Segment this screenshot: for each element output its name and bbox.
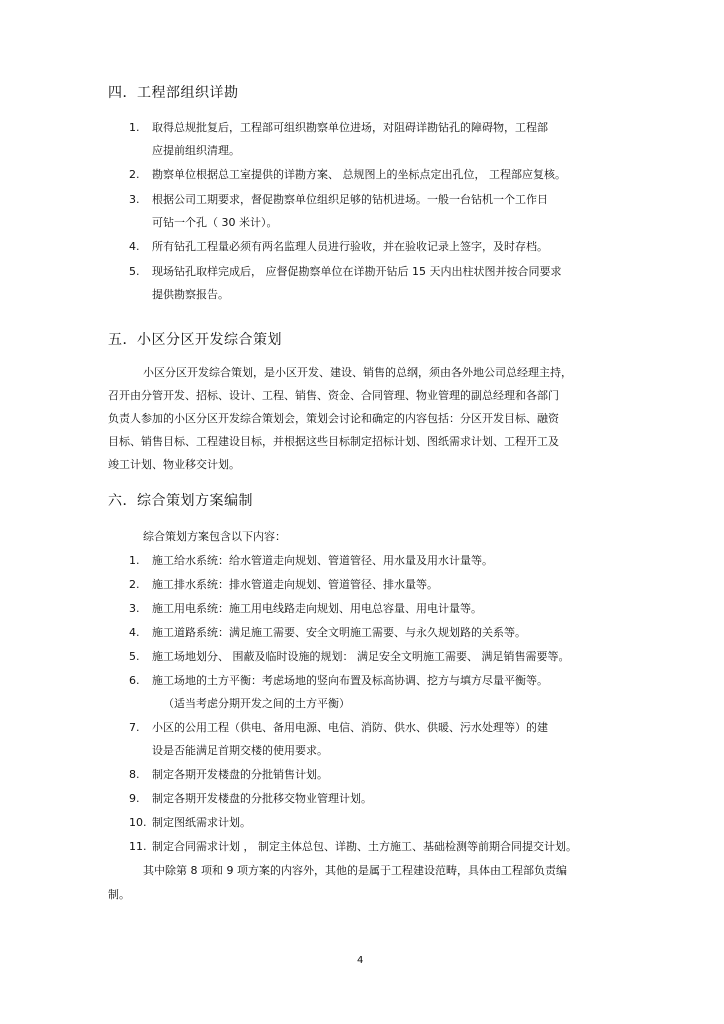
item-text-cont: 设是否能满足首期交楼的使用要求。 [152,744,328,757]
section-intro: 综合策划方案包含以下内容： [143,530,286,543]
item-number: 5. [129,650,140,663]
paragraph-line: 竣工计划、物业移交计划。 [108,458,240,471]
item-number: 3. [129,193,140,206]
item-text: 取得总规批复后，工程部可组织勘察单位进场，对阻碍详勘钻孔的障碍物，工程部 [152,121,548,134]
item-text: 施工场地的土方平衡：考虑场地的竖向布置及标高协调、挖方与填方尽量平衡等。 [152,674,548,687]
item-text: 施工给水系统：给水管道走向规划、管道管径、用水量及用水计量等。 [152,554,493,567]
paragraph-line: 小区分区开发综合策划，是小区开发、建设、销售的总纲，须由各外地公司总经理主持， [143,366,572,379]
item-number: 1. [129,554,140,567]
item-text: 施工道路系统：满足施工需要、安全文明施工需要、与永久规划路的关系等。 [152,626,526,639]
item-text: 根据公司工期要求，督促勘察单位组织足够的钻机进场。一般一台钻机一个工作日 [152,193,548,206]
item-number: 7. [129,721,140,734]
item-number: 4. [129,626,140,639]
item-text: 施工场地划分、 围蔽及临时设施的规划： 满足安全文明施工需要、 满足销售需要等。 [152,650,570,663]
item-text: 制定合同需求计划 ， 制定主体总包、详勘、土方施工、基础检测等前期合同提交计划。 [152,840,577,853]
section-heading-5: 五．小区分区开发综合策划 [108,332,282,348]
section-heading-4: 四．工程部组织详勘 [108,85,239,101]
item-text: 施工用电系统：施工用电线路走向规划、用电总容量、用电计量等。 [152,602,482,615]
item-text-cont: 应提前组织清理。 [152,144,240,157]
closing-line: 其中除第 8 项和 9 项方案的内容外，其他的是属于工程建设范畴，具体由工程部负责编 [143,864,567,877]
item-number: 5. [129,265,140,278]
item-number: 1. [129,121,140,134]
item-text: 现场钻孔取样完成后， 应督促勘察单位在详勘开钻后 15 天内出柱状图并按合同要求 [152,265,562,278]
item-number: 6. [129,674,140,687]
item-number: 8. [129,768,140,781]
item-text: 所有钻孔工程量必须有两名监理人员进行验收，并在验收记录上签字，及时存档。 [152,240,548,253]
item-text: 施工排水系统：排水管道走向规划、管道管径、排水量等。 [152,578,438,591]
item-text: 小区的公用工程（供电、备用电源、电信、消防、供水、供暖、污水处理等）的建 [152,721,548,734]
item-number: 4. [129,240,140,253]
item-text: 勘察单位根据总工室提供的详勘方案、 总规图上的坐标点定出孔位， 工程部应复核。 [152,168,566,181]
item-number: 3. [129,602,140,615]
item-text: 制定图纸需求计划。 [152,816,251,829]
page-number: 4 [357,955,364,966]
item-number: 10. [129,816,147,829]
item-text-cont: 提供勘察报告。 [152,288,229,301]
item-text-cont: 可钻一个孔（ 30 米计）。 [152,216,278,229]
item-number: 2. [129,168,140,181]
item-number: 11. [129,840,147,853]
item-text: 制定各期开发楼盘的分批移交物业管理计划。 [152,792,372,805]
closing-line: 制。 [108,888,130,901]
paragraph-line: 召开由分管开发、招标、设计、工程、销售、资金、合同管理、物业管理的副总经理和各部门 [108,389,559,402]
paragraph-line: 目标、销售目标、工程建设目标，并根据这些目标制定招标计划、图纸需求计划、工程开工及 [108,435,559,448]
item-number: 2. [129,578,140,591]
item-text-cont: （适当考虑分期开发之间的土方平衡） [163,697,350,710]
section-heading-6: 六．综合策划方案编制 [108,493,253,509]
item-text: 制定各期开发楼盘的分批销售计划。 [152,768,328,781]
item-number: 9. [129,792,140,805]
paragraph-line: 负责人参加的小区分区开发综合策划会，策划会讨论和确定的内容包括：分区开发目标、融资 [108,412,559,425]
